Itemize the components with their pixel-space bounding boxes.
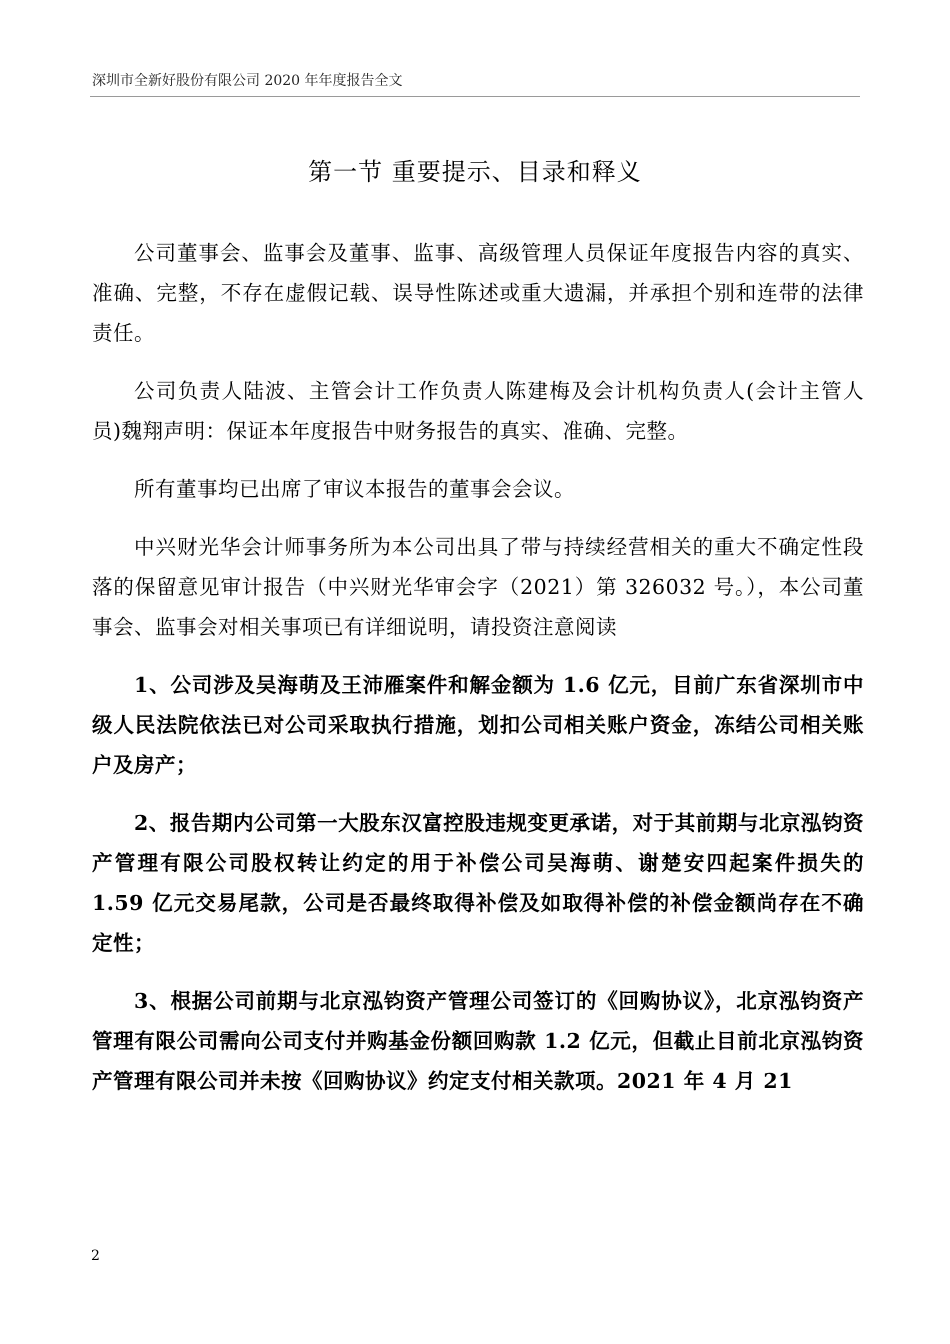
page-header: 深圳市全新好股份有限公司 2020 年年度报告全文 [92,73,403,89]
header-divider [90,96,860,97]
paragraph-item-1: 1、公司涉及吴海萌及王沛雁案件和解金额为 1.6 亿元，目前广东省深圳市中级人民法院依法已对公司采取执行措施，划扣公司相关账户资金，冻结公司相关账户及房产； [92,673,864,777]
paragraph-audit-opinion: 中兴财光华会计师事务所为本公司出具了带与持续经营相关的重大不确定性段落的保留意见审计报告（中兴财光华审会字（2021）第 326032 号。），本公司董事会、监事会对相关事项已有详细说明，请投资注意阅读 [92,535,864,639]
document-body [92,233,864,1119]
paragraph-officer-declaration: 公司负责人陆波、主管会计工作负责人陈建梅及会计机构负责人(会计主管人员)魏翔声明：保证本年度报告中财务报告的真实、准确、完整。 [92,379,864,443]
paragraph-responsibility-statement: 公司董事会、监事会及董事、监事、高级管理人员保证年度报告内容的真实、准确、完整，不存在虚假记载、误导性陈述或重大遗漏，并承担个别和连带的法律责任。 [92,241,864,345]
page-number: 2 [91,1248,100,1264]
paragraph-board-attendance: 所有董事均已出席了审议本报告的董事会会议。 [134,477,575,501]
section-title: 第一节 重要提示、目录和释义 [308,158,642,186]
paragraph-item-2: 2、报告期内公司第一大股东汉富控股违规变更承诺，对于其前期与北京泓钧资产管理有限公司股权转让约定的用于补偿公司吴海萌、谢楚安四起案件损失的 1.59 亿元交易尾款，公司是否最终取得补偿及如取得补偿的补偿金额尚存在不确定性； [92,811,864,955]
paragraph-item-3: 3、根据公司前期与北京泓钧资产管理公司签订的《回购协议》，北京泓钧资产管理有限公司需向公司支付并购基金份额回购款 1.2 亿元，但截止目前北京泓钧资产管理有限公司并未按《回购协议》约定支付相关款项。2021 年 4 月 21 [92,989,864,1093]
